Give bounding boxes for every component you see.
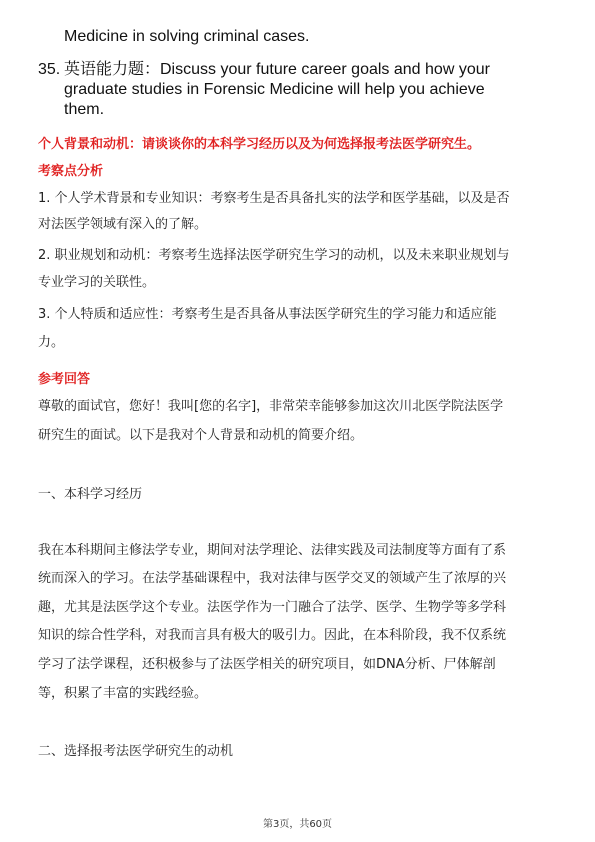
question-text-line-2: graduate studies in Forensic Medicine will help you achieve [64,81,485,98]
part1-line: 我在本科期间主修法学专业，期间对法学理论、法律实践及司法制度等方面有了系 [38,543,507,558]
question-number: 35. [38,61,61,78]
answer-intro-line: 研究生的面试。以下是我对个人背景和动机的简要介绍。 [38,428,364,443]
part1-line: 知识的综合性学科，对我而言具有极大的吸引力。因此，在本科阶段，我不仅系统 [38,628,507,643]
analysis-heading: 考察点分析 [38,164,104,179]
part1-title: 一、本科学习经历 [38,487,143,502]
part1-line: 等，积累了丰富的实践经验。 [38,686,208,701]
part1-line: 趣，尤其是法医学这个专业。法医学作为一门融合了法学、医学、生物学等多学科 [38,600,507,615]
analysis-line: 1. 个人学术背景和专业知识：考察考生是否具备扎实的法学和医学基础，以及是否 [38,191,510,206]
part1-line: 学习了法学课程，还积极参与了法医学相关的研究项目，如DNA分析、尸体解剖 [38,657,496,672]
question-text-line-1: 英语能力题：Discuss your future career goals and how your [64,61,490,78]
analysis-line: 对法医学领域有深入的了解。 [38,217,208,232]
previous-question-tail: Medicine in solving criminal cases. [64,28,310,45]
part2-title: 二、选择报考法医学研究生的动机 [38,744,234,759]
analysis-line: 力。 [38,335,65,350]
analysis-line: 专业学习的关联性。 [38,275,156,290]
question-text-line-3: them. [64,101,105,118]
answer-intro-line: 尊敬的面试官，您好！我叫[您的名字]，非常荣幸能够参加这次川北医学院法医学 [38,399,504,414]
section-title: 个人背景和动机：请谈谈你的本科学习经历以及为何选择报考法医学研究生。 [38,137,481,152]
analysis-line: 2. 职业规划和动机：考察考生选择法医学研究生学习的动机，以及未来职业规划与 [38,248,510,263]
page-number-footer: 第3页，共60页 [262,819,333,830]
part1-line: 统而深入的学习。在法学基础课程中，我对法律与医学交叉的领域产生了浓厚的兴 [38,571,507,586]
answer-heading: 参考回答 [38,372,91,387]
analysis-line: 3. 个人特质和适应性：考察考生是否具备从事法医学研究生的学习能力和适应能 [38,307,497,322]
